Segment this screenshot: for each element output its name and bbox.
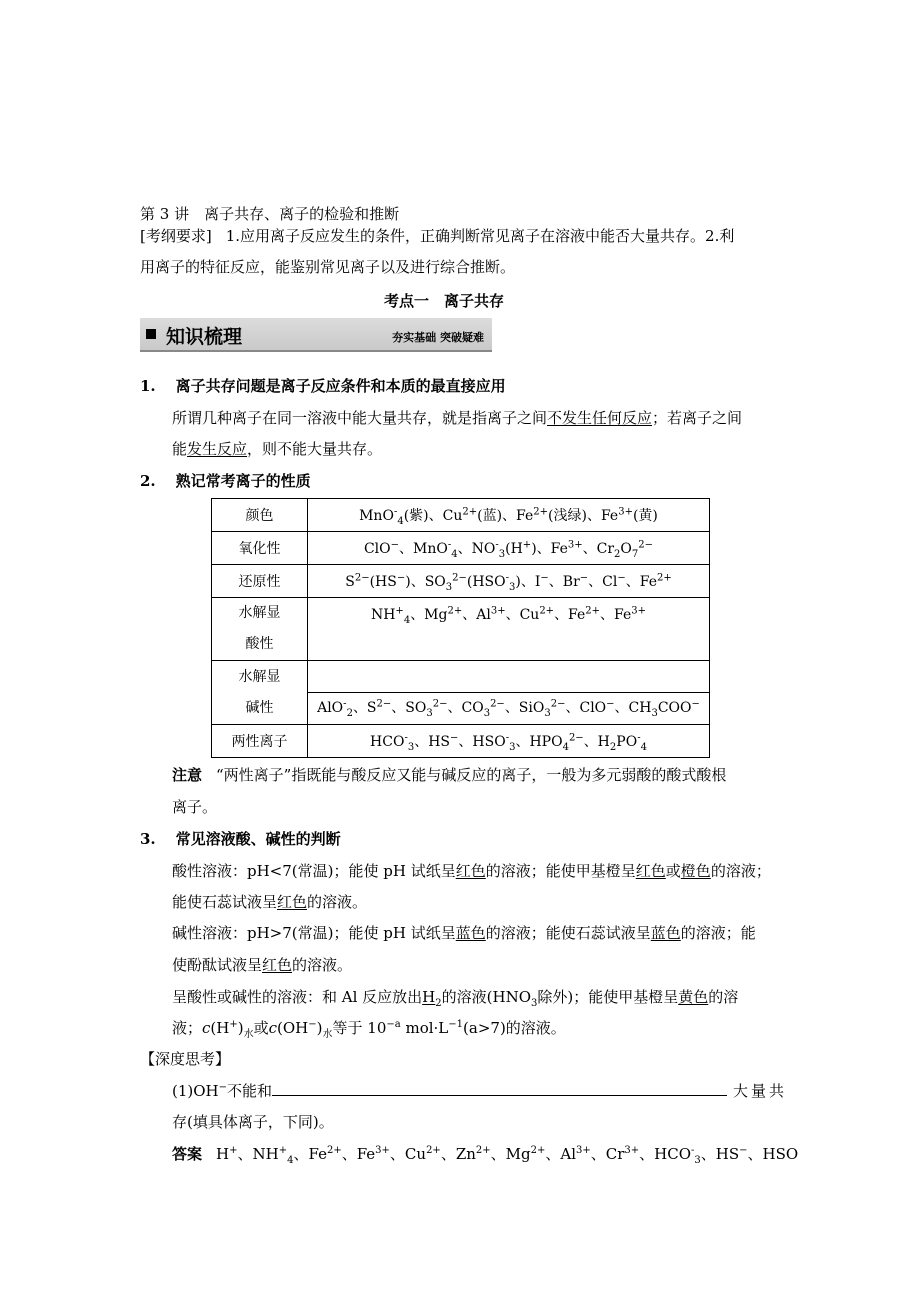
- either-l2-e: (a>7)的溶液。: [463, 1019, 566, 1037]
- item1-line1: [172, 407, 742, 428]
- item1-l2-tail: ，则不能大量共存。: [247, 440, 383, 458]
- either-l2-a: 液；: [172, 1019, 203, 1037]
- q1-a: (1)OH: [172, 1082, 219, 1100]
- question1-line1: (1)OH−不能和 大量共: [172, 1082, 788, 1100]
- base-l1-a: 碱性溶液：pH>7(常温)；能使 pH 试纸呈: [172, 924, 456, 942]
- banner-subtitle: 夯实基础 突破疑难: [392, 331, 484, 344]
- row-label-basic-hydrolysis: [212, 661, 308, 725]
- answer-line: [172, 1143, 798, 1164]
- item2-number: 2.: [140, 472, 156, 490]
- note-line2: 离子。: [172, 798, 218, 816]
- table-row: [212, 725, 710, 758]
- item1-number: 1.: [140, 377, 156, 395]
- question1-line2: 存(填具体离子，下同)。: [172, 1113, 334, 1131]
- knowledge-banner: [140, 318, 492, 352]
- row-label-color: 颜色: [212, 499, 308, 532]
- table-row: [212, 532, 710, 565]
- row-value-basic-hydrolysis: AlO-$_2$、$S^{2-}$、$SO_3^{2-}$、$CO_3^{2-}$、SiO$_3^{2-}$、ClO−、$CH_3COO^-$: [308, 661, 710, 725]
- table-row: [212, 565, 710, 598]
- either-l1-a: 呈酸性或碱性的溶液：和 Al 反应放出: [172, 988, 423, 1006]
- syllabus-requirements-line2: 用离子的特征反应，能鉴别常见离子以及进行综合推断。: [140, 258, 516, 276]
- item1-heading: [140, 375, 506, 396]
- base-line2: [172, 954, 352, 975]
- acid-l1-b: 的溶液；能使甲基橙呈: [485, 862, 636, 880]
- either-line1: 呈酸性或碱性的溶液：和 Al 反应放出$H_2$的溶液($HNO_3$除外)；能使甲基橙呈黄色的溶: [172, 988, 739, 1009]
- base-label-1: 水解显: [238, 668, 281, 685]
- row-label-amphoteric: 两性离子: [212, 725, 308, 758]
- acid-l2-b: 的溶液。: [307, 893, 368, 911]
- row-value-color: MnO-$_4$(紫)、$Cu^{2+}$(蓝)、$Fe^{2+}$(浅绿)、$Fe^{3+}$(黄): [308, 499, 710, 532]
- either-l2-d: mol·L: [400, 1019, 449, 1037]
- base-label-2: 碱性: [245, 699, 274, 716]
- acid-l2-blank: 红色: [277, 893, 308, 911]
- either-l1-blank-h2: $H_2$: [422, 988, 442, 1009]
- row-value-acidic-hydrolysis: $NH^+_4$、$Mg^{2+}$、$Al^{3+}$、$Cu^{2+}$、$Fe^{2+}$、$Fe^{3+}$: [308, 598, 710, 661]
- answer-text: H+、$NH^+_4$、$Fe^{2+}$、$Fe^{3+}$、$Cu^{2+}$、$Zn^{2+}$、$Mg^{2+}$、$Al^{3+}$、$Cr^{3+}$、$HCO^-_3$、HS−、HSO: [216, 1145, 799, 1166]
- item1-l2-blank: 发生反应: [187, 440, 248, 458]
- item1-l1-text: 所谓几种离子在同一溶液中能大量共存，就是指离子之间: [172, 409, 548, 427]
- acid-line1: [172, 860, 771, 881]
- note-line1: [172, 764, 726, 785]
- acid-l1-c: 或: [665, 862, 681, 880]
- table-row: [212, 661, 710, 725]
- q1-b: 不能和: [227, 1082, 273, 1100]
- answer-tag: 答案: [172, 1145, 203, 1163]
- acid-l1-a: 酸性溶液：pH<7(常温)；能使 pH 试纸呈: [172, 862, 456, 880]
- acid-label-2: 酸性: [245, 636, 274, 652]
- syllabus-requirements-line1: [140, 225, 734, 246]
- section-heading: 考点一 离子共存: [384, 292, 505, 310]
- either-l1-c: 除外)；能使甲基橙呈: [537, 988, 679, 1006]
- acid-l1-blank3: 橙色: [680, 862, 711, 880]
- base-l2-b: 的溶液。: [292, 956, 353, 974]
- base-l2-blank: 红色: [262, 956, 293, 974]
- ion-properties-table: [211, 498, 710, 758]
- acid-line2: [172, 891, 367, 912]
- row-value-reducing: $S^{2-}(HS^-)$、$SO_3^{2-}(HSO^-_3)$、I−、Br−、Cl−、$Fe^{2+}$: [308, 565, 710, 598]
- base-l1-b: 的溶液；能使石蕊试液呈: [485, 924, 651, 942]
- item1-l1-tail: ；若离子之间: [652, 409, 743, 427]
- row-label-reducing: 还原性: [212, 565, 308, 598]
- syllabus-text-1: 1.应用离子反应发生的条件，正确判断常见离子在溶液中能否大量共存。2.利: [225, 227, 735, 245]
- either-l2-b: 或: [253, 1019, 269, 1037]
- either-l1-d: 的溶: [708, 988, 739, 1006]
- acid-l1-blank2: 红色: [635, 862, 666, 880]
- base-l1-blank1: 蓝色: [455, 924, 486, 942]
- item1-line2: [172, 438, 382, 459]
- acid-label-1: 水解显: [238, 605, 281, 621]
- note-tag: 注意: [172, 766, 203, 784]
- deep-think-heading: 【深度思考】: [140, 1050, 231, 1068]
- item3-heading: [140, 828, 341, 849]
- either-l1-b: 的溶液(HNO: [441, 988, 531, 1006]
- table-row: [212, 499, 710, 532]
- banner-title: 知识梳理: [166, 326, 243, 348]
- item1-l2-text: 能: [172, 440, 188, 458]
- base-l1-c: 的溶液；能: [680, 924, 756, 942]
- item1-heading-text: 离子共存问题是离子反应条件和本质的最直接应用: [175, 377, 506, 395]
- item3-number: 3.: [140, 830, 156, 848]
- either-l1-blank-yellow: 黄色: [678, 988, 709, 1006]
- note-text-1: “两性离子”指既能与酸反应又能与碱反应的离子，一般为多元弱酸的酸式酸根: [216, 766, 727, 784]
- acid-l2-a: 能使石蕊试液呈: [172, 893, 278, 911]
- base-l2-a: 使酚酞试液呈: [172, 956, 263, 974]
- base-l1-blank2: 蓝色: [650, 924, 681, 942]
- either-line2: 液；$c(H^+)_水$或$c(OH^-)_水$等于 $10^{-a}$ $mol\cdot L^{-1}(a>7)$的溶液。: [172, 1019, 566, 1040]
- q1-answer-blank: [272, 1083, 727, 1096]
- item1-l1-blank: 不发生任何反应: [547, 409, 653, 427]
- q1-c: 大量共: [733, 1082, 788, 1100]
- item3-heading-text: 常见溶液酸、碱性的判断: [175, 830, 341, 848]
- item2-heading: [140, 470, 311, 491]
- lesson-title: 第 3 讲 离子共存、离子的检验和推断: [140, 205, 400, 223]
- row-label-acidic-hydrolysis: [212, 598, 308, 661]
- row-value-amphoteric: $HCO^-_3$、HS−、$HSO^-_3$、$HPO_4^{2-}$、$H_2PO^-_4$: [308, 725, 710, 758]
- syllabus-tag: [考纲要求]: [140, 227, 212, 245]
- acid-l1-blank1: 红色: [455, 862, 486, 880]
- table-row: [212, 598, 710, 661]
- item2-heading-text: 熟记常考离子的性质: [175, 472, 311, 490]
- base-line1: [172, 922, 756, 943]
- acid-l1-d: 的溶液；: [710, 862, 771, 880]
- row-label-oxidizing: 氧化性: [212, 532, 308, 565]
- either-l2-c: 等于 10: [332, 1019, 387, 1037]
- row-value-oxidizing: ClO−、MnO-$_4$、$NO^-_3(H^+)$、$Fe^{3+}$、$Cr_2O_7^{2-}$: [308, 532, 710, 565]
- square-bullet-icon: [146, 329, 156, 339]
